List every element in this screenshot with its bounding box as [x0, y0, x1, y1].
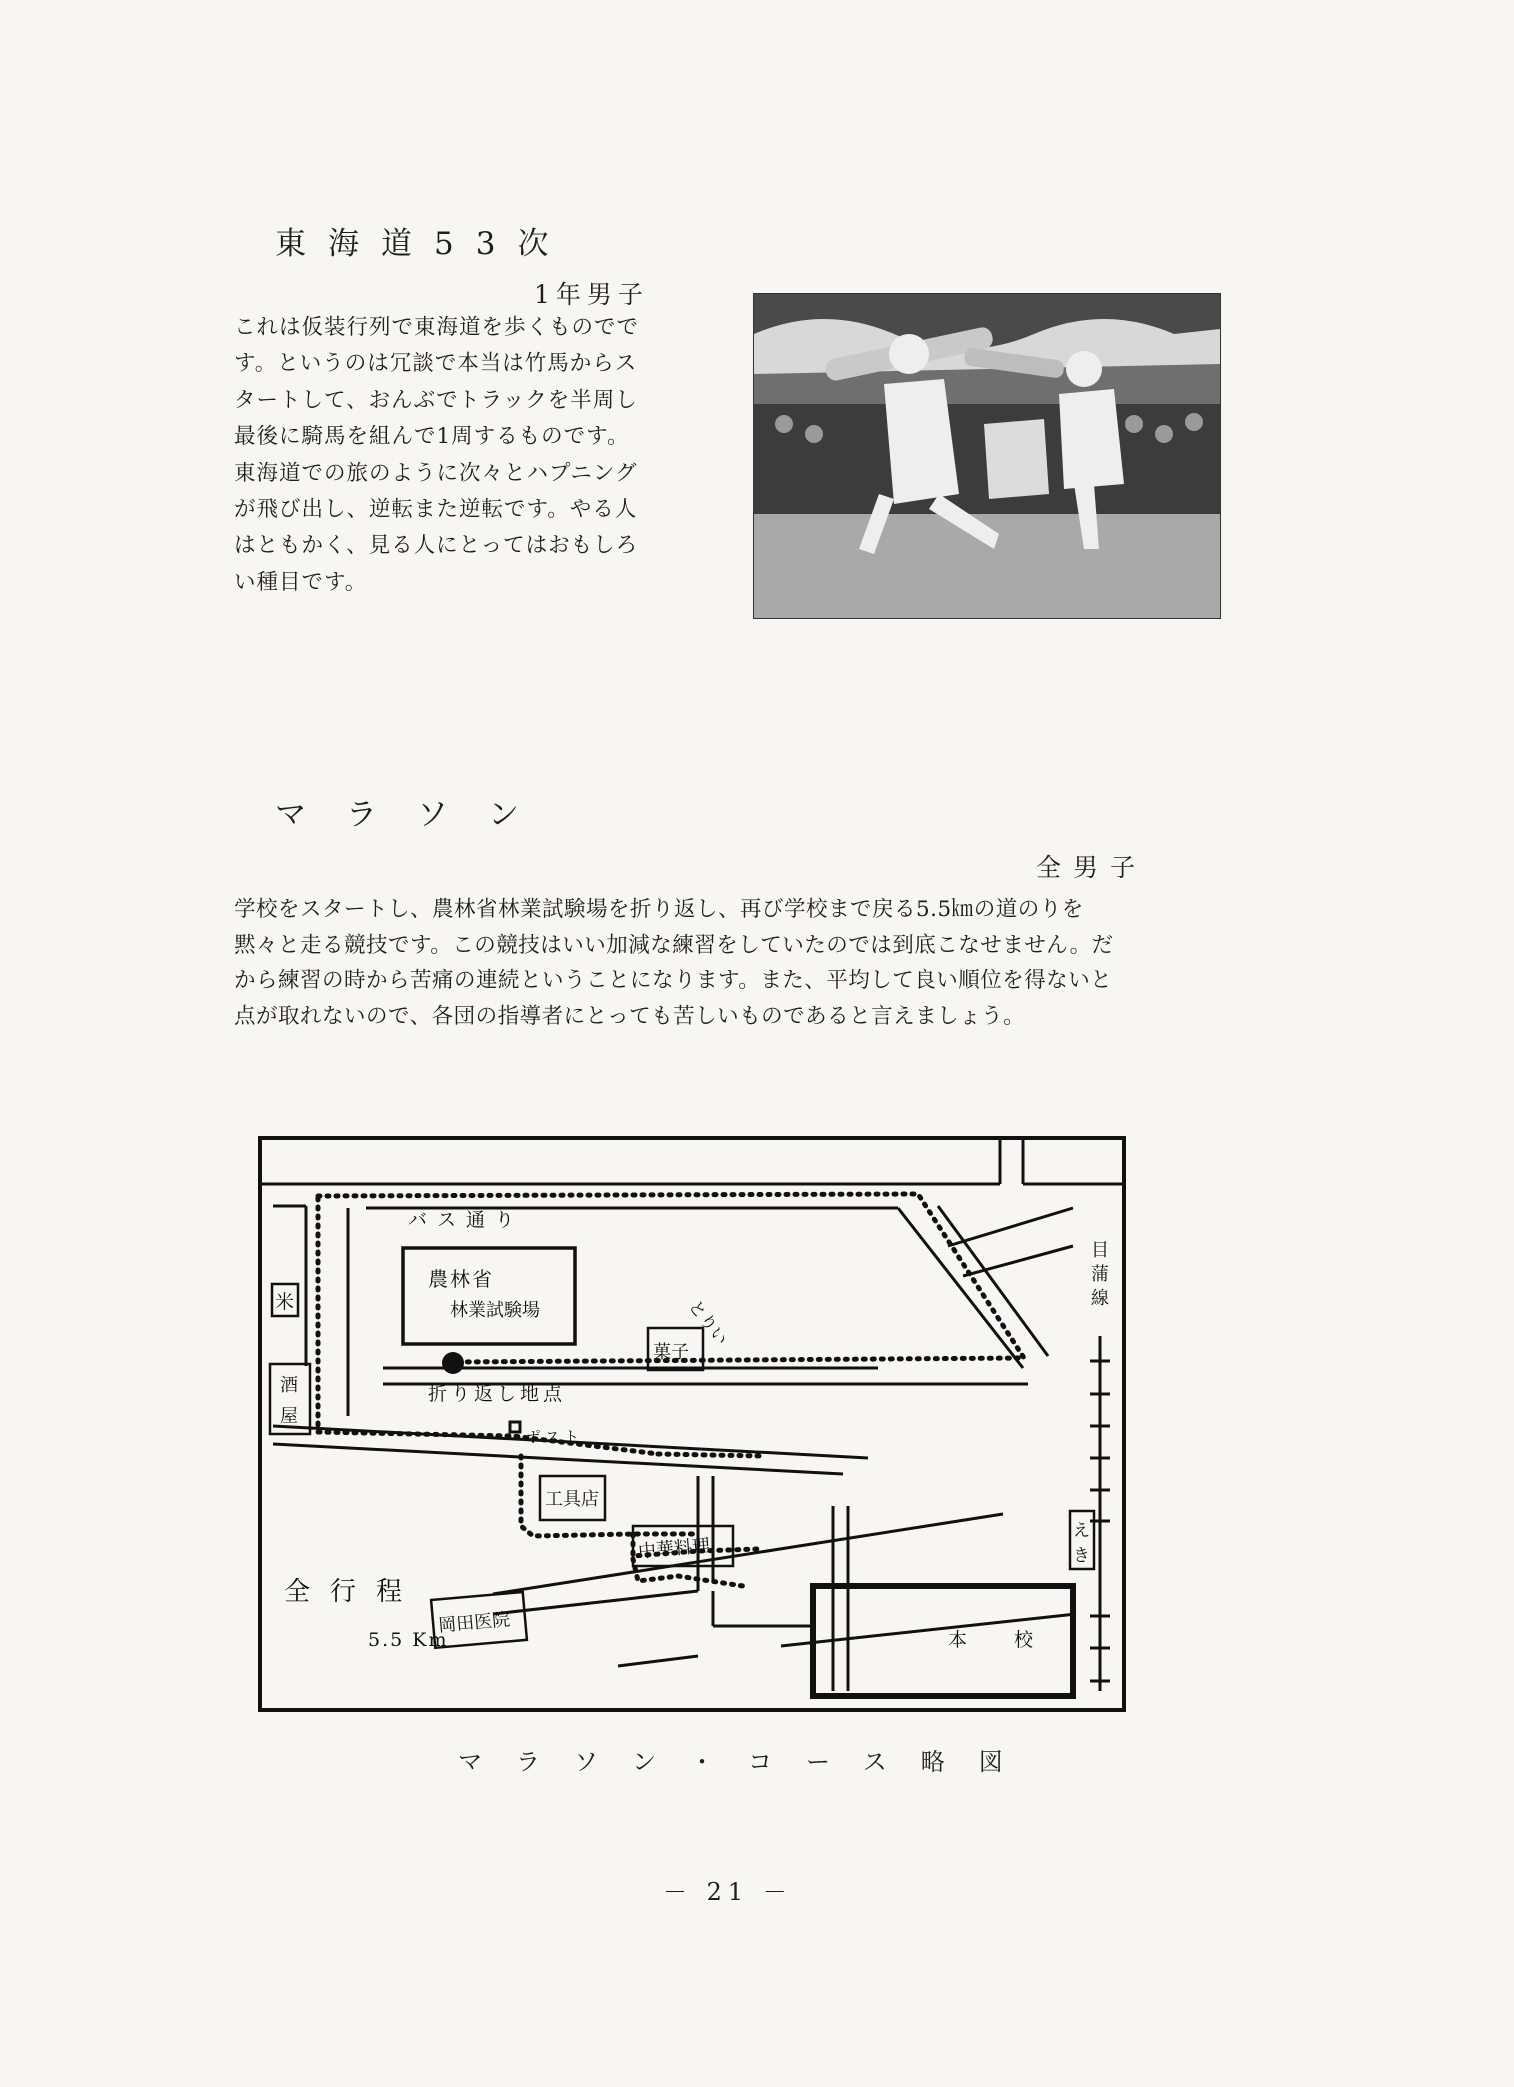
page-number: － 21 － [663, 1878, 793, 1906]
map-label-forestry-2: 林業試験場 [450, 1300, 540, 1321]
section2-subtitle: 全男子 [1036, 853, 1148, 882]
map-label-line: 目 [1091, 1240, 1109, 1261]
map-label-station: え [1073, 1521, 1090, 1541]
map-label-school: 本 校 [948, 1629, 1048, 1651]
race-photo [753, 293, 1221, 619]
paragraph-line: はともかく、見る人にとってはおもしろ [234, 533, 639, 559]
map-label-total: 全行程 [284, 1577, 423, 1607]
map-label-turnaround: 折り返し地点 [428, 1383, 567, 1405]
marathon-course-map [258, 1136, 1126, 1712]
map-label-line: 線 [1091, 1288, 1109, 1309]
map-label-rice: 米 [275, 1291, 295, 1313]
map-label-chinese: 中華料理 [637, 1535, 711, 1563]
map-label-bus-street: バス通り [408, 1209, 525, 1231]
paragraph-line: す。というのは冗談で本当は竹馬からス [234, 351, 638, 377]
paragraph-line: から練習の時から苦痛の連続ということになります。また、平均して良い順位を得ないと [234, 968, 1113, 994]
paragraph-line: 黙々と走る競技です。この競技はいい加減な練習をしていたのでは到底こなせません。だ [234, 932, 1114, 958]
map-label-tori: とりい [684, 1296, 732, 1350]
map-label-distance: 5.5 Km [368, 1629, 449, 1651]
map-label-forestry-1: 農林省 [428, 1267, 494, 1291]
map-label-station: き [1073, 1546, 1090, 1566]
paragraph-line: 最後に騎馬を組んで1周するものです。 [234, 424, 630, 450]
section2-title: マラソン [275, 797, 559, 833]
map-label-sake-1: 酒 [280, 1375, 298, 1396]
section2-paragraph [234, 892, 1114, 1034]
section1-title: 東海道53次 [275, 226, 571, 262]
paragraph-line: これは仮装行列で東海道を歩くものでで [234, 315, 640, 340]
section1-paragraph [234, 310, 639, 601]
paragraph-line: 学校をスタートし、農林省林業試験場を折り返し、再び学校まで戻る5.5㎞の道のりを [234, 897, 1084, 922]
map-label-line: 蒲 [1091, 1264, 1109, 1285]
map-label-sweets: 菓子 [653, 1342, 689, 1363]
paragraph-line: 点が取れないので、各団の指導者にとっても苦しいものであると言えましょう。 [234, 1003, 1026, 1029]
map-label-tools: 工具店 [545, 1489, 599, 1510]
paragraph-line: 東海道での旅のように次々とハプニング [234, 460, 638, 486]
paragraph-line: が飛び出し、逆転また逆転です。やる人 [234, 497, 638, 523]
paragraph-line: タートして、おんぶでトラックを半周し [234, 387, 638, 413]
section1-subtitle: 1年男子 [534, 280, 649, 309]
map-caption: マラソン・コース略図 [458, 1748, 1037, 1776]
map-label-post: ポスト [526, 1428, 584, 1446]
map-label-sake-2: 屋 [280, 1406, 298, 1427]
map-label-clinic: 岡田医院 [437, 1609, 512, 1637]
paragraph-line: い種目です。 [234, 569, 368, 595]
